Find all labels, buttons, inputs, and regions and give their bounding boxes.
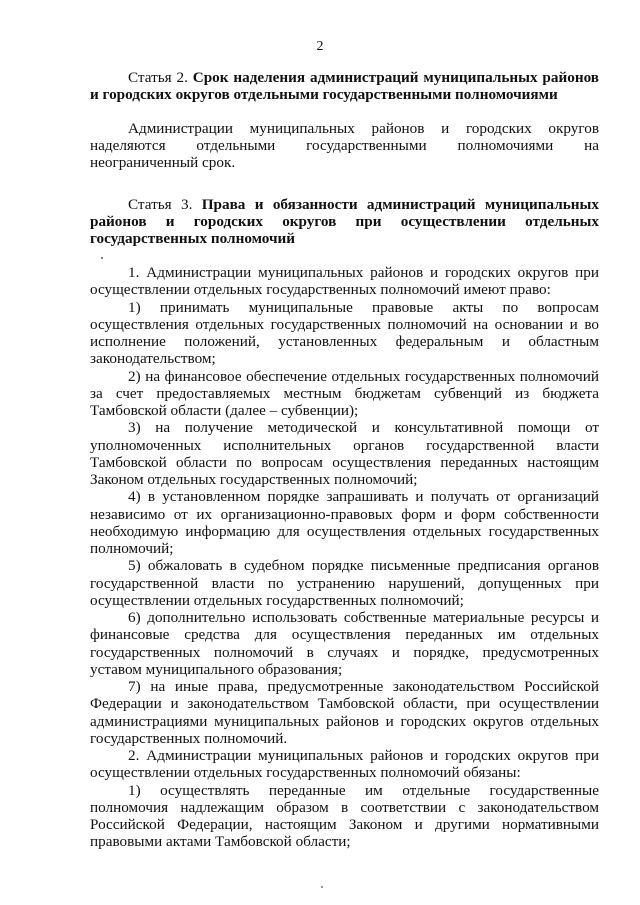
scan-speck <box>101 257 103 259</box>
article-3-heading-line-3 <box>90 230 599 247</box>
article-2-heading-line-2 <box>90 86 599 103</box>
article-3-title-line-1: Права и обязанности администраций муниципальных <box>201 196 599 213</box>
body-text-line: 1) осуществлять переданные им отдельные государственные <box>128 781 599 799</box>
body-text-line: полномочий; <box>90 540 174 557</box>
body-text-line: законодательством; <box>90 350 216 368</box>
body-text-line: правовыми актами Тамбовской области; <box>90 833 351 851</box>
article-3-heading-line-2 <box>90 213 599 230</box>
body-text-line: 6) дополнительно использовать собственные материальные ресурсы и <box>128 609 599 626</box>
body-text-line: государственных полномочий в случаях и порядке, предусмотренных <box>90 643 599 661</box>
body-text-line: 4) в установленном порядке запрашивать и получать от организаций <box>128 488 599 506</box>
article-3-prefix: Статья 3. <box>128 196 202 213</box>
body-text-line: Законом отдельных государственных полномочий; <box>90 471 418 488</box>
body-text-line: осуществлении отдельных государственных полномочий обязаны: <box>90 764 521 782</box>
body-text-line: 1. Администрации муниципальных районов и городских округов при <box>128 264 599 281</box>
body-text-line: 2. Администрации муниципальных районов и городских округов при <box>128 747 599 764</box>
body-text-line: необходимую информацию для осуществления отдельных государственных <box>90 522 599 540</box>
article-3-heading-line-1 <box>90 196 599 213</box>
body-text-line: полномочия надлежащим образом в соответствии с законодательством <box>90 798 599 816</box>
article-2-prefix: Статья 2. <box>128 69 193 86</box>
body-text-line: 7) на иные права, предусмотренные законодательством Российской <box>128 678 599 695</box>
body-text-line: Тамбовской области по вопросам осуществления переданных настоящим <box>90 453 599 471</box>
body-text-line: осуществлении отдельных государственных полномочий; <box>90 591 464 609</box>
body-text-line: уставом муниципального образования; <box>90 660 343 678</box>
body-text-line: исполнение положений, установленных федеральным и областным <box>90 333 599 350</box>
body-text-line: Федерации и законодательством Тамбовской области, при осуществлении <box>90 695 599 713</box>
body-text-line: уполномоченных исполнительных органов государственной власти <box>90 436 599 454</box>
body-text-line: за счет предоставляемых местным бюджетам субвенций из бюджета <box>90 384 599 402</box>
body-text-line: 3) на получение методической и консультативной помощи от <box>128 419 599 437</box>
article-2-body-line-1: Администрации муниципальных районов и городских округов <box>128 120 599 137</box>
body-text-line: администрациями муниципальных районов и городских округов отдельных <box>90 712 599 730</box>
article-2-heading-line-1 <box>90 69 599 86</box>
page-number: 2 <box>316 39 324 54</box>
body-text-line: осуществлении отдельных государственных полномочий имеют право: <box>90 281 551 299</box>
body-text-line: 5) обжаловать в судебном порядке письменные предписания органов <box>128 557 599 575</box>
body-text-line: государственных полномочий. <box>90 729 288 747</box>
body-text-line: 2) на финансовое обеспечение отдельных государственных полномочий <box>128 367 599 385</box>
article-2-title-line-1: Срок наделения администраций муниципальных районов <box>192 69 599 86</box>
article-3-title-line-3: государственных полномочий <box>90 230 296 247</box>
body-text-line: финансовые средства для осуществления переданных им отдельных <box>90 626 599 644</box>
body-text-line: независимо от их организационно-правовых форм и форм собственности <box>90 505 599 523</box>
body-text-line: Российской Федерации, настоящим Законом и другими нормативными <box>90 816 599 833</box>
body-text-line: 1) принимать муниципальные правовые акты по вопросам <box>128 298 599 316</box>
article-3-title-line-2: районов и городских округов при осуществлении отдельных <box>90 213 599 230</box>
article-2-body-line-3: неограниченный срок. <box>90 154 236 171</box>
article-2-body-line-2: наделяются отдельными государственными полномочиями на <box>90 137 599 154</box>
body-text-line: государственной власти по устранению нарушений, допущенных при <box>90 574 599 592</box>
article-2-title-line-2: и городских округов отдельными государственными полномочиями <box>90 86 558 103</box>
body-text-line: осуществления отдельных государственных полномочий на основании и во <box>90 315 599 333</box>
scan-speck <box>321 886 323 888</box>
body-text-line: Тамбовской области (далее – субвенции); <box>90 402 359 419</box>
